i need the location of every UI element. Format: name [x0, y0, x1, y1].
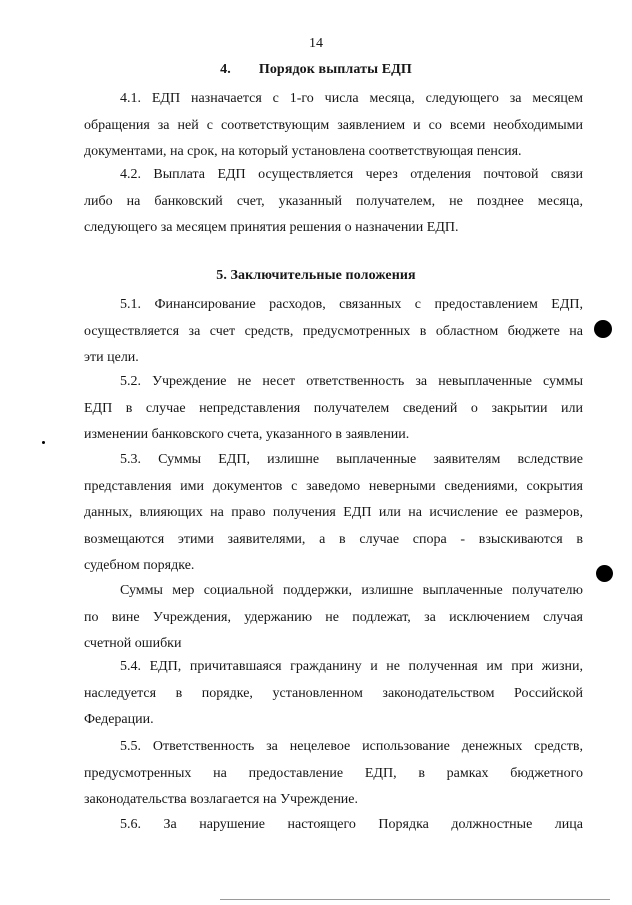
text-line: осуществляется за счет средств, предусмотренных в областном бюджете на	[84, 323, 583, 339]
punch-hole-mark	[594, 320, 612, 338]
text-line: 5.6. За нарушение настоящего Порядка должностные лица	[120, 817, 583, 832]
text-line: следующего за месяцем принятия решения о назначении ЕДП.	[84, 220, 459, 235]
text-line: 5.1. Финансирование расходов, связанных с предоставлением ЕДП,	[120, 297, 583, 312]
text-line: эти цели.	[84, 350, 139, 365]
paragraph-4-1	[84, 86, 583, 166]
text-line: законодательства возлагается на Учреждение.	[84, 792, 359, 807]
text-line: счетной ошибки	[84, 636, 182, 651]
section-4-number: 4.	[220, 62, 231, 77]
text-line: по вине Учреждения, удержанию не подлежат, за исключением случая	[84, 609, 583, 625]
bottom-edge-line	[220, 899, 610, 900]
text-line: 5.2. Учреждение не несет ответственность за невыплаченные суммы	[120, 374, 583, 389]
punch-hole-mark	[596, 565, 613, 582]
paragraph-5-1	[84, 292, 583, 372]
text-line: 5.3. Суммы ЕДП, излишне выплаченные заявителям вследствие	[120, 452, 583, 467]
text-line: представления ими документов с заведомо неверными сведениями, сокрытия	[84, 478, 583, 494]
text-line: обращения за ней с соответствующим заявлением и со всеми необходимыми	[84, 117, 583, 133]
text-line: 5.5. Ответственность за нецелевое использование денежных средств,	[120, 739, 583, 754]
paragraph-5-3-note	[84, 578, 583, 658]
text-line: 4.2. Выплата ЕДП осуществляется через отделения почтовой связи	[120, 167, 583, 182]
text-line: ЕДП в случае непредставления получателем сведений о закрытии или	[84, 400, 583, 416]
section-5-heading: 5. Заключительные положения	[216, 268, 416, 283]
paragraph-4-2	[84, 162, 583, 242]
text-line: данных, влияющих на право получения ЕДП или на исчисление ее размеров,	[84, 505, 583, 520]
paragraph-5-5	[84, 734, 583, 814]
paragraph-5-3	[84, 447, 583, 580]
text-line: предусмотренных на предоставление ЕДП, в рамках бюджетного	[84, 765, 583, 781]
text-line: наследуется в порядке, установленном законодательством Российской	[84, 685, 583, 701]
paragraph-5-6	[84, 812, 583, 839]
paragraph-5-4	[84, 654, 583, 734]
text-line: либо на банковский счет, указанный получателем, не позднее месяца,	[84, 193, 583, 209]
speck-mark	[42, 441, 45, 444]
text-line: возмещаются этими заявителями, а в случае спора - взыскиваются в	[84, 531, 583, 547]
page-number: 14	[309, 36, 323, 51]
text-line: 5.4. ЕДП, причитавшаяся гражданину и не полученная им при жизни,	[120, 659, 583, 674]
section-4-title: Порядок выплаты ЕДП	[258, 62, 412, 77]
text-line: Федерации.	[84, 712, 154, 727]
text-line: судебном порядке.	[84, 558, 195, 573]
text-line: Суммы мер социальной поддержки, излишне выплаченные получателю	[120, 583, 583, 598]
paragraph-5-2	[84, 369, 583, 449]
text-line: документами, на срок, на который установлена соответствующая пенсия.	[84, 144, 522, 159]
text-line: 4.1. ЕДП назначается с 1-го числа месяца, следующего за месяцем	[120, 91, 583, 106]
text-line: изменении банковского счета, указанного в заявлении.	[84, 427, 410, 442]
section-4-heading	[0, 62, 632, 78]
